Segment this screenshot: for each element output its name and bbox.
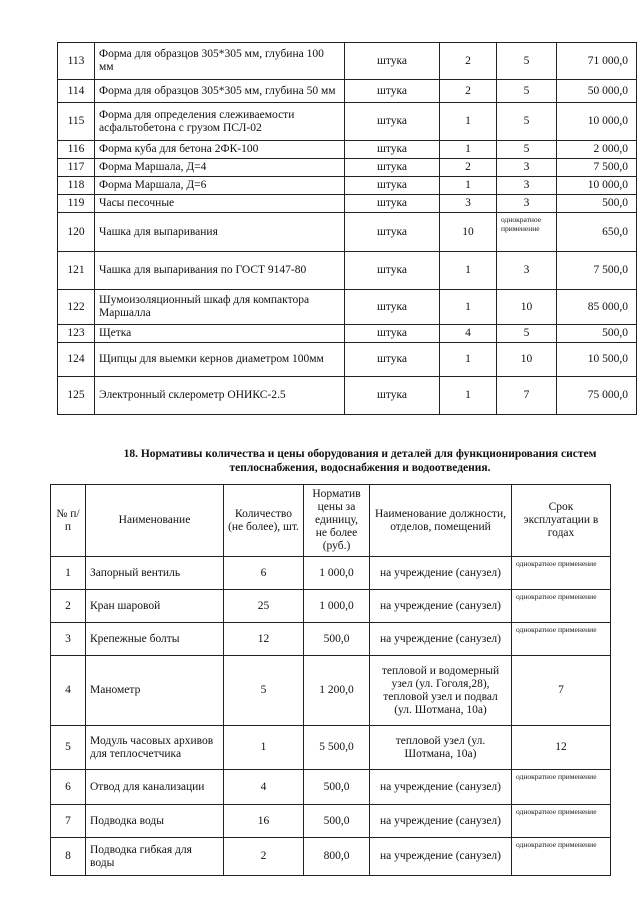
item-quantity: 1 [440, 290, 497, 325]
item-place: на учреждение (санузел) [370, 623, 512, 656]
item-unit: штука [345, 43, 440, 80]
item-place: на учреждение (санузел) [370, 557, 512, 590]
item-price: 50 000,0 [557, 80, 637, 103]
item-name: Запорный вентиль [86, 557, 224, 590]
heating-water-equipment-table [50, 484, 611, 876]
item-term: 5 [497, 325, 557, 343]
item-term: 12 [512, 726, 611, 770]
item-price: 500,0 [304, 623, 370, 656]
item-unit: штука [345, 141, 440, 159]
item-term: 3 [497, 159, 557, 177]
item-term [512, 805, 611, 838]
table-header-row [51, 485, 611, 557]
item-place: тепловой и водомерный узел (ул. Гоголя,28), тепловой узел и подвал (ул. Шотмана, 10а) [370, 656, 512, 726]
item-quantity: 2 [440, 159, 497, 177]
item-unit: штука [345, 252, 440, 290]
term-note: однократное применение [516, 625, 597, 634]
row-number: 6 [51, 770, 86, 805]
item-term: 7 [512, 656, 611, 726]
item-place: на учреждение (санузел) [370, 590, 512, 623]
term-note: однократное применение [516, 559, 597, 568]
item-quantity: 1 [440, 103, 497, 141]
row-number: 4 [51, 656, 86, 726]
item-price: 1 200,0 [304, 656, 370, 726]
item-name: Форма Маршала, Д=4 [95, 159, 345, 177]
item-place: на учреждение (санузел) [370, 805, 512, 838]
table-row [58, 159, 637, 177]
header-name: Наименование [86, 485, 224, 557]
row-number: 119 [58, 195, 95, 213]
item-term: 3 [497, 195, 557, 213]
table-row [58, 103, 637, 141]
item-term: 5 [497, 80, 557, 103]
table-row [58, 325, 637, 343]
item-unit: штука [345, 213, 440, 252]
item-name: Часы песочные [95, 195, 345, 213]
item-quantity: 1 [440, 141, 497, 159]
table-row [51, 838, 611, 876]
row-number: 121 [58, 252, 95, 290]
item-unit: штука [345, 343, 440, 377]
header-quantity: Количество (не более), шт. [224, 485, 304, 557]
item-name: Форма куба для бетона 2ФК-100 [95, 141, 345, 159]
item-term [512, 838, 611, 876]
item-term [512, 623, 611, 656]
table-row [51, 726, 611, 770]
item-price: 10 000,0 [557, 103, 637, 141]
item-price: 500,0 [557, 325, 637, 343]
item-price: 10 000,0 [557, 177, 637, 195]
item-quantity: 1 [440, 177, 497, 195]
row-number: 123 [58, 325, 95, 343]
item-quantity: 4 [440, 325, 497, 343]
item-price: 2 000,0 [557, 141, 637, 159]
row-number: 118 [58, 177, 95, 195]
item-name: Форма для образцов 305*305 мм, глубина 100 мм [95, 43, 345, 80]
item-quantity: 2 [440, 80, 497, 103]
item-name: Манометр [86, 656, 224, 726]
item-name: Электронный склерометр ОНИКС-2.5 [95, 377, 345, 415]
table-row [51, 656, 611, 726]
header-price: Норматив цены за единицу, не более (руб.) [304, 485, 370, 557]
item-unit: штука [345, 103, 440, 141]
item-quantity: 1 [224, 726, 304, 770]
item-quantity: 6 [224, 557, 304, 590]
item-price: 1 000,0 [304, 590, 370, 623]
table-row [58, 213, 637, 252]
row-number: 7 [51, 805, 86, 838]
table-row [51, 590, 611, 623]
table-row [58, 195, 637, 213]
table-row [58, 290, 637, 325]
table-row [58, 141, 637, 159]
equipment-table-continued [57, 42, 637, 415]
row-number: 116 [58, 141, 95, 159]
item-unit: штука [345, 195, 440, 213]
item-quantity: 25 [224, 590, 304, 623]
row-number: 115 [58, 103, 95, 141]
table-row [51, 805, 611, 838]
item-term: 5 [497, 43, 557, 80]
row-number: 117 [58, 159, 95, 177]
header-place: Наименование должности, отделов, помещений [370, 485, 512, 557]
table-row [58, 177, 637, 195]
term-note: однократное применение [501, 215, 542, 233]
item-quantity: 1 [440, 252, 497, 290]
item-name: Щетка [95, 325, 345, 343]
item-term: 3 [497, 252, 557, 290]
section-18-heading: 18. Нормативы количества и цены оборудования и деталей для функционирования систем теплоснабжения, водоснабжения и водоотведения. [123, 448, 597, 474]
row-number: 122 [58, 290, 95, 325]
item-term: 10 [497, 343, 557, 377]
item-quantity: 16 [224, 805, 304, 838]
item-price: 1 000,0 [304, 557, 370, 590]
row-number: 1 [51, 557, 86, 590]
row-number: 114 [58, 80, 95, 103]
item-term [512, 590, 611, 623]
item-unit: штука [345, 159, 440, 177]
row-number: 124 [58, 343, 95, 377]
row-number: 113 [58, 43, 95, 80]
item-place: на учреждение (санузел) [370, 770, 512, 805]
item-name: Крепежные болты [86, 623, 224, 656]
term-note: однократное применение [516, 592, 597, 601]
item-price: 7 500,0 [557, 252, 637, 290]
item-place: на учреждение (санузел) [370, 838, 512, 876]
item-quantity: 12 [224, 623, 304, 656]
item-price: 85 000,0 [557, 290, 637, 325]
item-quantity: 4 [224, 770, 304, 805]
row-number: 125 [58, 377, 95, 415]
item-price: 500,0 [304, 805, 370, 838]
item-term: 5 [497, 103, 557, 141]
item-name: Подводка воды [86, 805, 224, 838]
table-row [58, 377, 637, 415]
item-name: Модуль часовых архивов для теплосчетчика [86, 726, 224, 770]
term-note: однократное применение [516, 772, 597, 781]
table-row [51, 557, 611, 590]
item-unit: штука [345, 177, 440, 195]
item-quantity: 2 [440, 43, 497, 80]
table-row [58, 43, 637, 80]
table-row [51, 623, 611, 656]
item-place: тепловой узел (ул. Шотмана, 10а) [370, 726, 512, 770]
term-note: однократное применение [516, 840, 597, 849]
item-name: Шумоизоляционный шкаф для компактора Маршалла [95, 290, 345, 325]
item-quantity: 1 [440, 343, 497, 377]
item-name: Подводка гибкая для воды [86, 838, 224, 876]
item-name: Форма Маршала, Д=6 [95, 177, 345, 195]
item-name: Форма для определения слеживаемости асфальтобетона с грузом ПСЛ-02 [95, 103, 345, 141]
item-quantity: 5 [224, 656, 304, 726]
item-quantity: 3 [440, 195, 497, 213]
item-term: 3 [497, 177, 557, 195]
item-unit: штука [345, 80, 440, 103]
row-number: 3 [51, 623, 86, 656]
row-number: 120 [58, 213, 95, 252]
item-term: 5 [497, 141, 557, 159]
table-row [58, 343, 637, 377]
item-price: 800,0 [304, 838, 370, 876]
item-name: Щипцы для выемки кернов диаметром 100мм [95, 343, 345, 377]
table-row [58, 80, 637, 103]
item-unit: штука [345, 377, 440, 415]
item-name: Отвод для канализации [86, 770, 224, 805]
item-price: 500,0 [557, 195, 637, 213]
term-note: однократное применение [516, 807, 597, 816]
item-price: 500,0 [304, 770, 370, 805]
item-unit: штука [345, 290, 440, 325]
item-quantity: 1 [440, 377, 497, 415]
item-quantity: 10 [440, 213, 497, 252]
table-row [58, 252, 637, 290]
table-row [51, 770, 611, 805]
row-number: 2 [51, 590, 86, 623]
item-name: Кран шаровой [86, 590, 224, 623]
item-name: Чашка для выпаривания по ГОСТ 9147-80 [95, 252, 345, 290]
item-term [512, 770, 611, 805]
item-term: 7 [497, 377, 557, 415]
item-term: 10 [497, 290, 557, 325]
item-price: 650,0 [557, 213, 637, 252]
header-term: Срок эксплуатации в годах [512, 485, 611, 557]
item-price: 7 500,0 [557, 159, 637, 177]
item-name: Чашка для выпаривания [95, 213, 345, 252]
row-number: 8 [51, 838, 86, 876]
item-price: 5 500,0 [304, 726, 370, 770]
item-unit: штука [345, 325, 440, 343]
item-quantity: 2 [224, 838, 304, 876]
item-price: 10 500,0 [557, 343, 637, 377]
item-price: 71 000,0 [557, 43, 637, 80]
item-price: 75 000,0 [557, 377, 637, 415]
row-number: 5 [51, 726, 86, 770]
item-term [512, 557, 611, 590]
item-term [497, 213, 557, 252]
item-name: Форма для образцов 305*305 мм, глубина 50 мм [95, 80, 345, 103]
header-number: № п/п [51, 485, 86, 557]
